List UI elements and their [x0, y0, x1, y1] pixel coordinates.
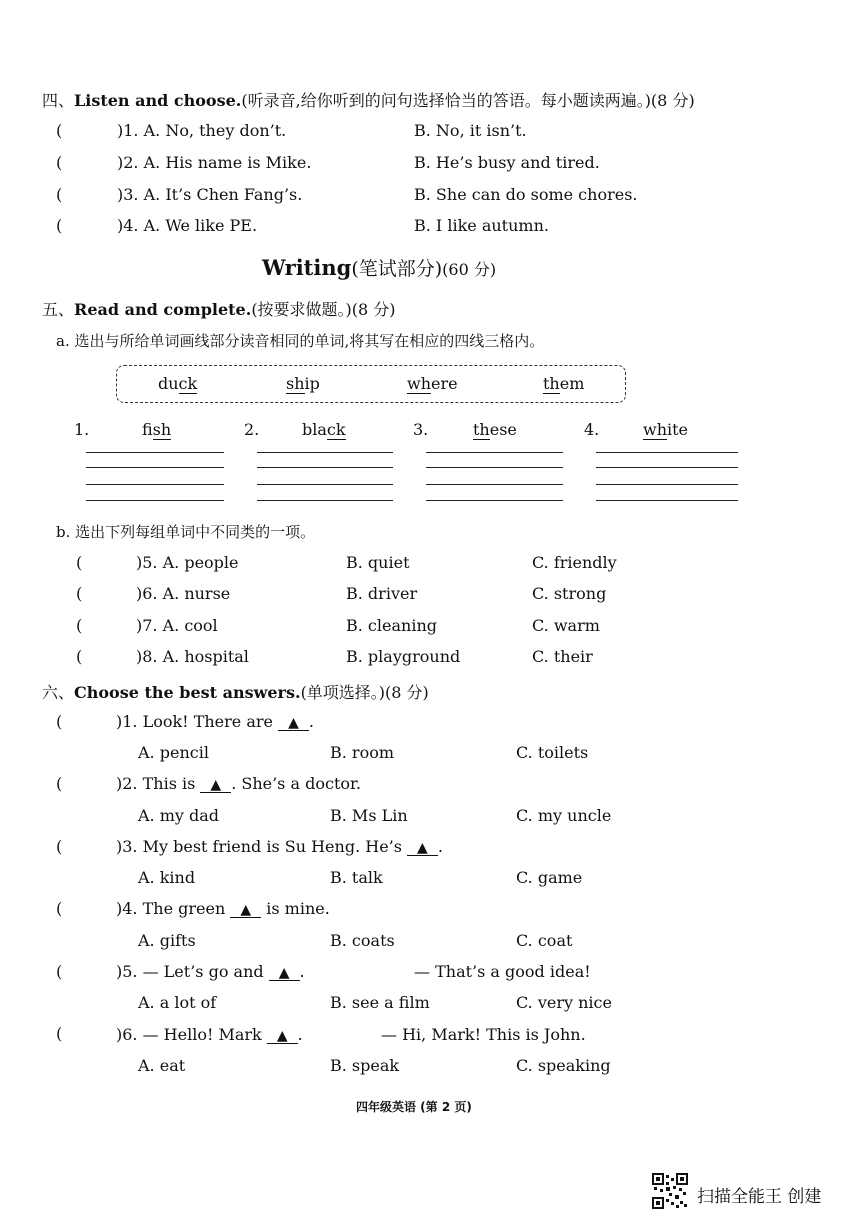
s6-q5-paren[interactable]: ( [56, 962, 63, 981]
s5-q7-paren[interactable]: ( [76, 616, 83, 635]
s5-q8-option-c: C. their [532, 647, 593, 666]
s5-q6-option-b: B. driver [346, 584, 418, 603]
s6-q6-option-c: C. speaking [516, 1056, 611, 1075]
blank-triangle: ▲ [278, 716, 309, 731]
section5-num: 五、 [42, 300, 75, 319]
s4-q1-option-a: )1. A. No, they don’t. [117, 121, 287, 140]
s4-q2-option-b: B. He’s busy and tired. [414, 153, 600, 172]
s6-q5-reply: — That’s a good idea! [414, 962, 591, 981]
blank-triangle: ▲ [230, 903, 261, 918]
s5-q6-paren[interactable]: ( [76, 584, 83, 603]
s5-q7-option-a: )7. A. cool [136, 616, 218, 635]
section5-title-en: Read and complete. [74, 300, 252, 319]
brand-watermark: 扫描全能王 创建 [697, 1187, 822, 1207]
s6-q5-stem: )5. — Let’s go and ▲ . [116, 962, 305, 981]
box-word-duck: duck [158, 374, 198, 393]
s6-q2-paren[interactable]: ( [56, 774, 63, 793]
blank-triangle: ▲ [267, 1029, 298, 1044]
s6-q1-paren[interactable]: ( [56, 712, 63, 731]
s6-q3-option-b: B. talk [330, 868, 383, 887]
s6-q2-option-b: B. Ms Lin [330, 806, 408, 825]
item1-word: fish [142, 420, 172, 439]
s6-q2-option-c: C. my uncle [516, 806, 612, 825]
qr-code-icon [652, 1173, 688, 1209]
blank-triangle: ▲ [407, 841, 438, 856]
s6-q5-option-b: B. see a film [330, 993, 430, 1012]
writing-grid-2[interactable] [257, 452, 393, 504]
s5-q5-paren[interactable]: ( [76, 553, 83, 572]
section5-title-cn: (按要求做题。)(8 分) [251, 300, 396, 319]
s6-q6-stem: )6. — Hello! Mark ▲ . [116, 1025, 303, 1044]
s5-q5-option-a: )5. A. people [136, 553, 239, 572]
section4-title-cn: (听录音,给你听到的问句选择恰当的答语。每小题读两遍。)(8 分) [241, 91, 695, 110]
s5-q8-paren[interactable]: ( [76, 647, 83, 666]
item3-num: 3. [413, 420, 429, 439]
writing-heading [262, 254, 496, 281]
s6-q6-reply: — Hi, Mark! This is John. [381, 1025, 586, 1044]
s6-q3-option-c: C. game [516, 868, 583, 887]
s4-q4-option-b: B. I like autumn. [414, 216, 549, 235]
s6-q4-option-c: C. coat [516, 931, 573, 950]
item4-num: 4. [584, 420, 600, 439]
s4-q1-option-b: B. No, it isn’t. [414, 121, 527, 140]
section6-title-en: Choose the best answers. [74, 683, 301, 702]
s6-q5-option-c: C. very nice [516, 993, 612, 1012]
writing-title-en: Writing [262, 255, 352, 280]
s6-q4-paren[interactable]: ( [56, 899, 63, 918]
s6-q1-option-a: A. pencil [138, 743, 209, 762]
s6-q5-option-a: A. a lot of [138, 993, 217, 1012]
blank-triangle: ▲ [269, 966, 300, 981]
section6-num: 六、 [42, 683, 75, 702]
section4-num: 四、 [42, 91, 75, 110]
s5-q8-option-b: B. playground [346, 647, 461, 666]
s6-q2-option-a: A. my dad [138, 806, 220, 825]
item2-word: black [302, 420, 346, 439]
s5-q7-option-b: B. cleaning [346, 616, 437, 635]
item2-num: 2. [244, 420, 260, 439]
s6-q1-stem: )1. Look! There are ▲ . [116, 712, 314, 731]
s4-q4-paren[interactable]: ( [56, 216, 63, 235]
blank-triangle: ▲ [200, 778, 231, 793]
s6-q6-option-a: A. eat [138, 1056, 186, 1075]
s5-q8-option-a: )8. A. hospital [136, 647, 249, 666]
s5-q6-option-a: )6. A. nurse [136, 584, 231, 603]
s6-q6-paren[interactable]: ( [56, 1024, 63, 1043]
s4-q2-paren[interactable]: ( [56, 153, 63, 172]
s6-q2-stem: )2. This is ▲ . She’s a doctor. [116, 774, 361, 793]
s5-q6-option-c: C. strong [532, 584, 607, 603]
s4-q4-option-a: )4. A. We like PE. [117, 216, 258, 235]
box-word-them: them [543, 374, 585, 393]
s6-q3-option-a: A. kind [138, 868, 196, 887]
writing-grid-4[interactable] [596, 452, 738, 504]
section6-title [42, 680, 429, 703]
s6-q6-option-b: B. speak [330, 1056, 400, 1075]
writing-score: (60 分) [442, 260, 497, 279]
s4-q1-paren[interactable]: ( [56, 121, 63, 140]
s6-q1-option-c: C. toilets [516, 743, 589, 762]
part-b-instruction: b. 选出下列每组单词中不同类的一项。 [56, 523, 316, 541]
item4-word: white [643, 420, 689, 439]
item1-num: 1. [74, 420, 90, 439]
box-word-ship: ship [286, 374, 320, 393]
s5-q5-option-c: C. friendly [532, 553, 617, 572]
s6-q4-option-a: A. gifts [138, 931, 196, 950]
s5-q7-option-c: C. warm [532, 616, 600, 635]
s4-q3-paren[interactable]: ( [56, 185, 63, 204]
writing-title-cn: (笔试部分) [351, 258, 443, 280]
writing-grid-1[interactable] [86, 452, 224, 504]
page-footer: 四年级英语 (第 2 页) [356, 1100, 472, 1114]
s6-q3-stem: )3. My best friend is Su Heng. He’s ▲ . [116, 837, 443, 856]
s4-q2-option-a: )2. A. His name is Mike. [117, 153, 312, 172]
part-a-instruction: a. 选出与所给单词画线部分读音相同的单词,将其写在相应的四线三格内。 [56, 332, 545, 350]
s4-q3-option-b: B. She can do some chores. [414, 185, 638, 204]
item3-word: these [473, 420, 517, 439]
s5-q5-option-b: B. quiet [346, 553, 410, 572]
s6-q4-stem: )4. The green ▲ is mine. [116, 899, 330, 918]
s6-q1-option-b: B. room [330, 743, 395, 762]
section6-title-cn: (单项选择。)(8 分) [300, 683, 429, 702]
s6-q4-option-b: B. coats [330, 931, 395, 950]
writing-grid-3[interactable] [426, 452, 563, 504]
s6-q3-paren[interactable]: ( [56, 837, 63, 856]
box-word-where: where [407, 374, 458, 393]
section5-title [42, 297, 396, 320]
section4-title [42, 88, 695, 111]
section4-title-en: Listen and choose. [74, 91, 242, 110]
s4-q3-option-a: )3. A. It’s Chen Fang’s. [117, 185, 303, 204]
